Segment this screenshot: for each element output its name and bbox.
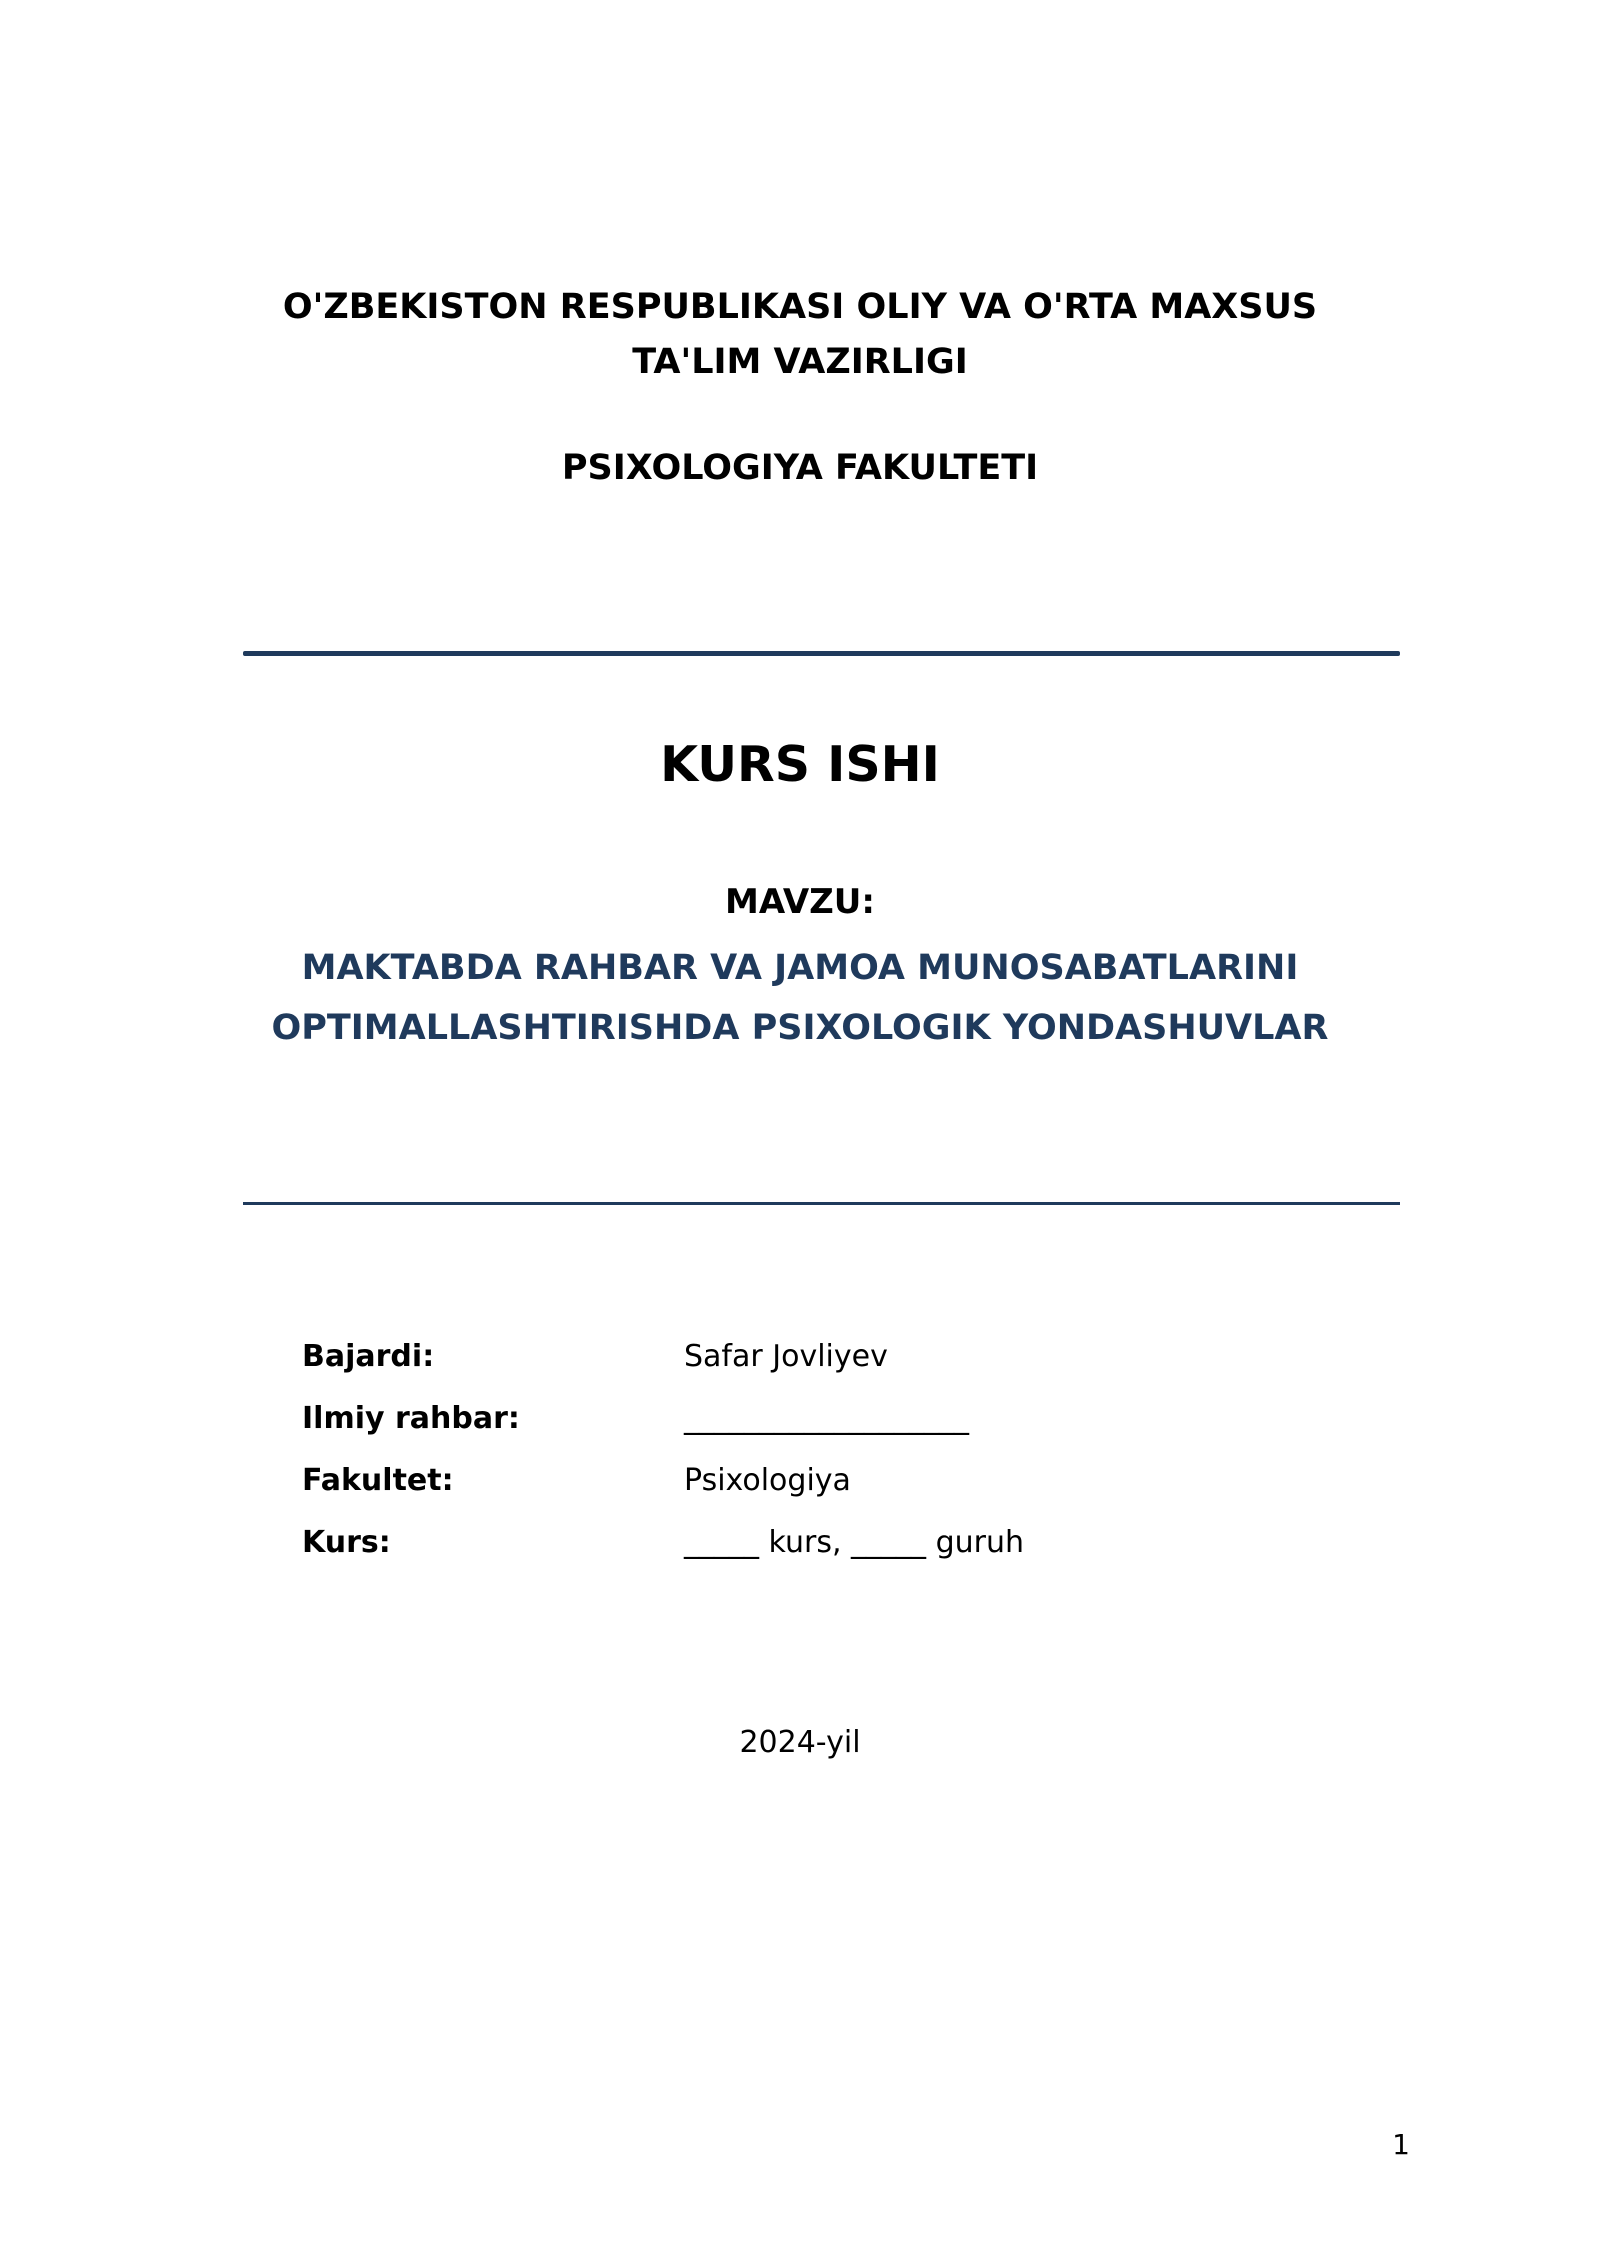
- faculty-heading: PSIXOLOGIYA FAKULTETI: [561, 448, 1039, 488]
- ministry-line-2: TA'LIM VAZIRLIGI: [632, 342, 968, 382]
- info-label: Kurs:: [302, 1524, 391, 1560]
- topic-title-line-2: OPTIMALLASHTIRISHDA PSIXOLOGIK YONDASHUVLAR: [271, 1008, 1329, 1048]
- year-label: 2024-yil: [739, 1725, 861, 1760]
- top-divider: [243, 651, 1400, 656]
- ministry-heading: [0, 280, 1600, 390]
- topic-title-line-1: MAKTABDA RAHBAR VA JAMOA MUNOSABATLARINI: [301, 948, 1299, 988]
- bottom-divider: [243, 1202, 1400, 1205]
- topic-label: MAVZU:: [724, 882, 875, 922]
- ministry-line-1: O'ZBEKISTON RESPUBLIKASI OLIY VA O'RTA MAXSUS: [282, 287, 1318, 327]
- info-row-faculty: [302, 1449, 1202, 1511]
- info-row-supervisor: [302, 1387, 1202, 1449]
- info-label: Bajardi:: [302, 1338, 435, 1374]
- page-number: 1: [1392, 2128, 1410, 2161]
- info-label: Ilmiy rahbar:: [302, 1400, 520, 1436]
- info-value: _____ kurs, _____ guruh: [684, 1524, 1024, 1560]
- author-info-table: [302, 1325, 1202, 1573]
- info-value: Safar Jovliyev: [684, 1338, 888, 1374]
- info-value: Psixologiya: [684, 1462, 851, 1498]
- info-label: Fakultet:: [302, 1462, 454, 1498]
- info-row-course: [302, 1511, 1202, 1573]
- document-type-title: KURS ISHI: [660, 736, 940, 793]
- topic-title: [0, 938, 1600, 1058]
- info-row-performer: [302, 1325, 1202, 1387]
- info-value: ___________________: [684, 1400, 969, 1436]
